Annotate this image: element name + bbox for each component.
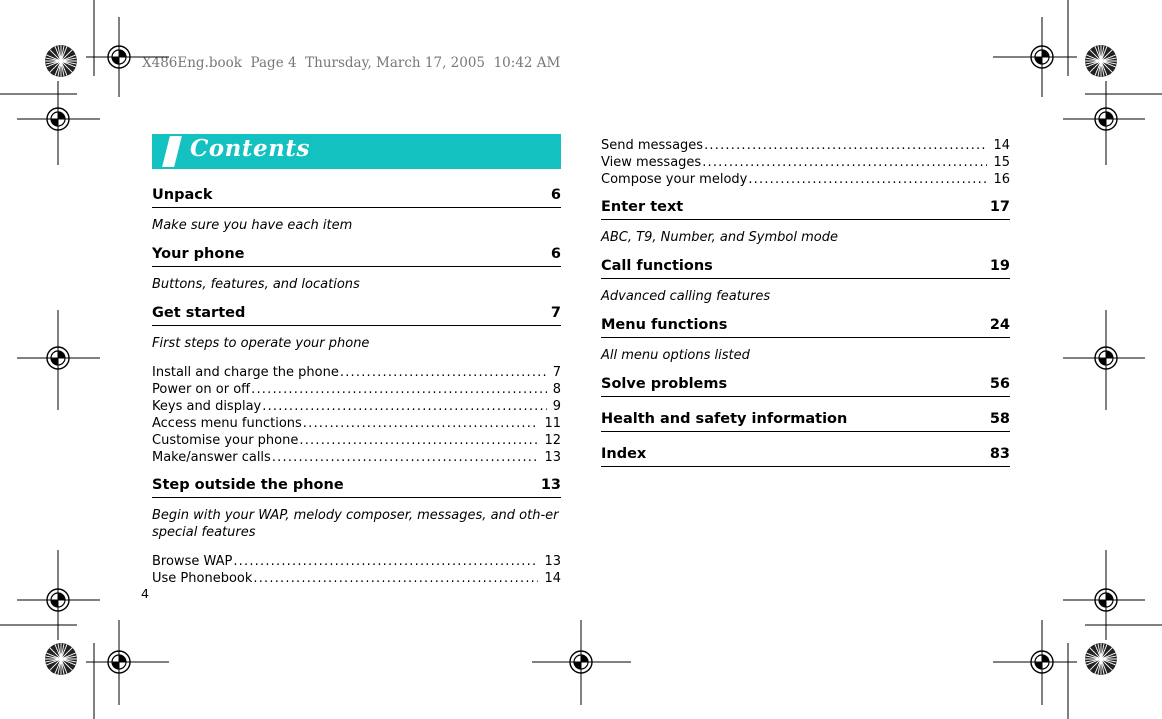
print-header: X486Eng.book Page 4 Thursday, March 17, 2005 10:42 AM [142, 55, 561, 71]
entry-page: 7 [552, 365, 561, 380]
section-description: Begin with your WAP, melody composer, messages, and oth-er special features [152, 508, 559, 540]
section-page: 56 [989, 376, 1010, 392]
section-page: 58 [989, 411, 1010, 427]
entry-label: View messages [601, 155, 702, 170]
section-page: 19 [989, 258, 1010, 274]
section-page: 17 [989, 199, 1010, 215]
color-calibration-targets [45, 45, 1117, 675]
registration-marks [47, 46, 1117, 673]
section-description: All menu options listed [601, 348, 750, 363]
section-page: 6 [550, 187, 561, 203]
section-description: Buttons, features, and locations [152, 277, 360, 292]
section-title: Index [601, 446, 647, 462]
section-description: First steps to operate your phone [152, 336, 370, 351]
section-description: Advanced calling features [601, 289, 771, 304]
entry-label: Keys and display [152, 399, 262, 414]
entry-page: 11 [544, 416, 561, 431]
section-description: ABC, T9, Number, and Symbol mode [601, 230, 838, 245]
entry-page: 9 [552, 399, 561, 414]
entry-page: 15 [993, 155, 1010, 170]
entry-page: 14 [544, 571, 561, 586]
section-title: Menu functions [601, 317, 728, 333]
entry-label: Customise your phone [152, 433, 299, 448]
section-page: 24 [989, 317, 1010, 333]
section-page: 6 [550, 246, 561, 262]
entry-label: Make/answer calls [152, 450, 271, 465]
section-title: Unpack [152, 187, 213, 203]
section-page: 13 [540, 477, 561, 493]
section-title: Health and safety information [601, 411, 848, 427]
entry-label: Compose your melody [601, 172, 748, 187]
section-title: Step outside the phone [152, 477, 344, 493]
entry-page: 12 [544, 433, 561, 448]
contents-title: Contents [190, 135, 310, 162]
section-title: Solve problems [601, 376, 728, 392]
entry-label: Power on or off [152, 382, 251, 397]
entry-label: Install and charge the phone [152, 365, 339, 380]
entry-label: Send messages [601, 138, 704, 153]
section-page: 7 [550, 305, 561, 321]
entry-label: Access menu functions [152, 416, 302, 431]
section-title: Your phone [152, 246, 245, 262]
section-title: Enter text [601, 199, 684, 215]
entry-page: 8 [552, 382, 561, 397]
section-title: Call functions [601, 258, 713, 274]
section-description: Make sure you have each item [152, 218, 353, 233]
entry-page: 13 [544, 554, 561, 569]
page-number: 4 [141, 586, 149, 601]
section-title: Get started [152, 305, 246, 321]
entry-label: Use Phonebook [152, 571, 253, 586]
entry-page: 14 [993, 138, 1010, 153]
entry-page: 13 [544, 450, 561, 465]
entry-page: 16 [993, 172, 1010, 187]
section-page: 83 [989, 446, 1010, 462]
entry-label: Browse WAP [152, 554, 233, 569]
